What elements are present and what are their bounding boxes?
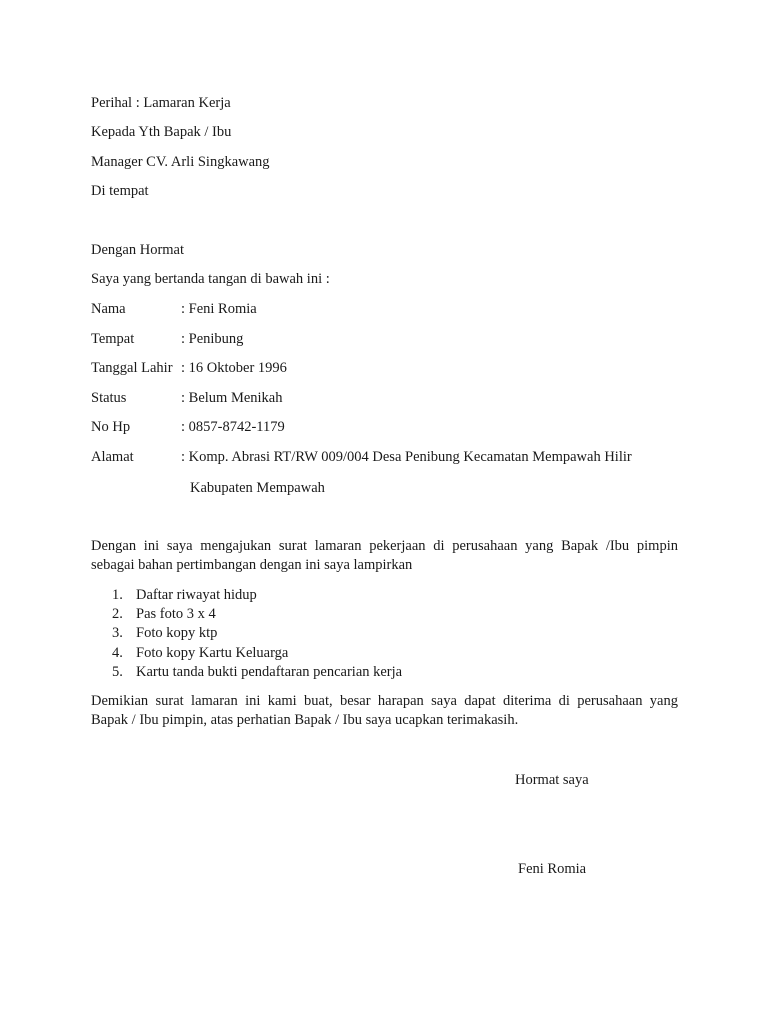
list-number: 2. [112, 606, 123, 622]
signatory-name: Feni Romia [518, 861, 587, 877]
list-item [112, 644, 288, 662]
field-alamat [91, 448, 632, 466]
list-text: Kartu tanda bukti pendaftaran pencarian kerja [136, 664, 403, 680]
recipient-place: Di tempat [91, 183, 149, 199]
field-value: : 0857-8742-1179 [181, 419, 285, 435]
closing-paragraph [91, 692, 678, 730]
list-text: Foto kopy ktp [136, 625, 218, 641]
list-number: 3. [112, 625, 123, 641]
closing-salutation: Hormat saya [515, 772, 589, 788]
list-text: Foto kopy Kartu Keluarga [136, 645, 289, 661]
list-text: Pas foto 3 x 4 [136, 606, 216, 622]
field-nama [91, 300, 257, 318]
list-item [112, 663, 402, 681]
field-tempat [91, 330, 243, 348]
list-item [112, 624, 217, 642]
list-number: 4. [112, 645, 123, 661]
field-value: : 16 Oktober 1996 [181, 360, 287, 376]
field-value: : Penibung [181, 331, 244, 347]
list-text: Daftar riwayat hidup [136, 587, 257, 603]
recipient-title: Manager CV. Arli Singkawang [91, 154, 270, 170]
field-alamat-continuation: Kabupaten Mempawah [190, 480, 325, 496]
field-value: : Komp. Abrasi RT/RW 009/004 Desa Penibung Kecamatan Mempawah Hilir [181, 449, 632, 465]
paragraph-line: Demikian surat lamaran ini kami buat, besar harapan saya dapat diterima di perusahaan yang [91, 693, 678, 709]
intro-text: Saya yang bertanda tangan di bawah ini : [91, 271, 330, 287]
field-label: Tanggal Lahir [91, 360, 173, 376]
paragraph-line: Dengan ini saya mengajukan surat lamaran pekerjaan di perusahaan yang Bapak /Ibu pimpin [91, 538, 678, 554]
recipient-line: Kepada Yth Bapak / Ibu [91, 124, 232, 140]
field-tanggal-lahir [91, 359, 287, 377]
field-label: Status [91, 390, 127, 406]
field-label: No Hp [91, 419, 131, 435]
subject-line: Perihal : Lamaran Kerja [91, 95, 231, 111]
field-value: : Feni Romia [181, 301, 257, 317]
list-number: 5. [112, 664, 123, 680]
list-item [112, 586, 257, 604]
field-value: : Belum Menikah [181, 390, 283, 406]
field-status [91, 389, 283, 407]
application-paragraph [91, 537, 678, 575]
field-no-hp [91, 418, 285, 436]
field-label: Alamat [91, 449, 134, 465]
list-number: 1. [112, 587, 123, 603]
paragraph-line: Bapak / Ibu pimpin, atas perhatian Bapak / Ibu saya ucapkan terimakasih. [91, 712, 519, 728]
field-label: Nama [91, 301, 126, 317]
list-item [112, 605, 216, 623]
greeting: Dengan Hormat [91, 242, 185, 258]
field-label: Tempat [91, 331, 135, 347]
paragraph-line: sebagai bahan pertimbangan dengan ini saya lampirkan [91, 557, 413, 573]
